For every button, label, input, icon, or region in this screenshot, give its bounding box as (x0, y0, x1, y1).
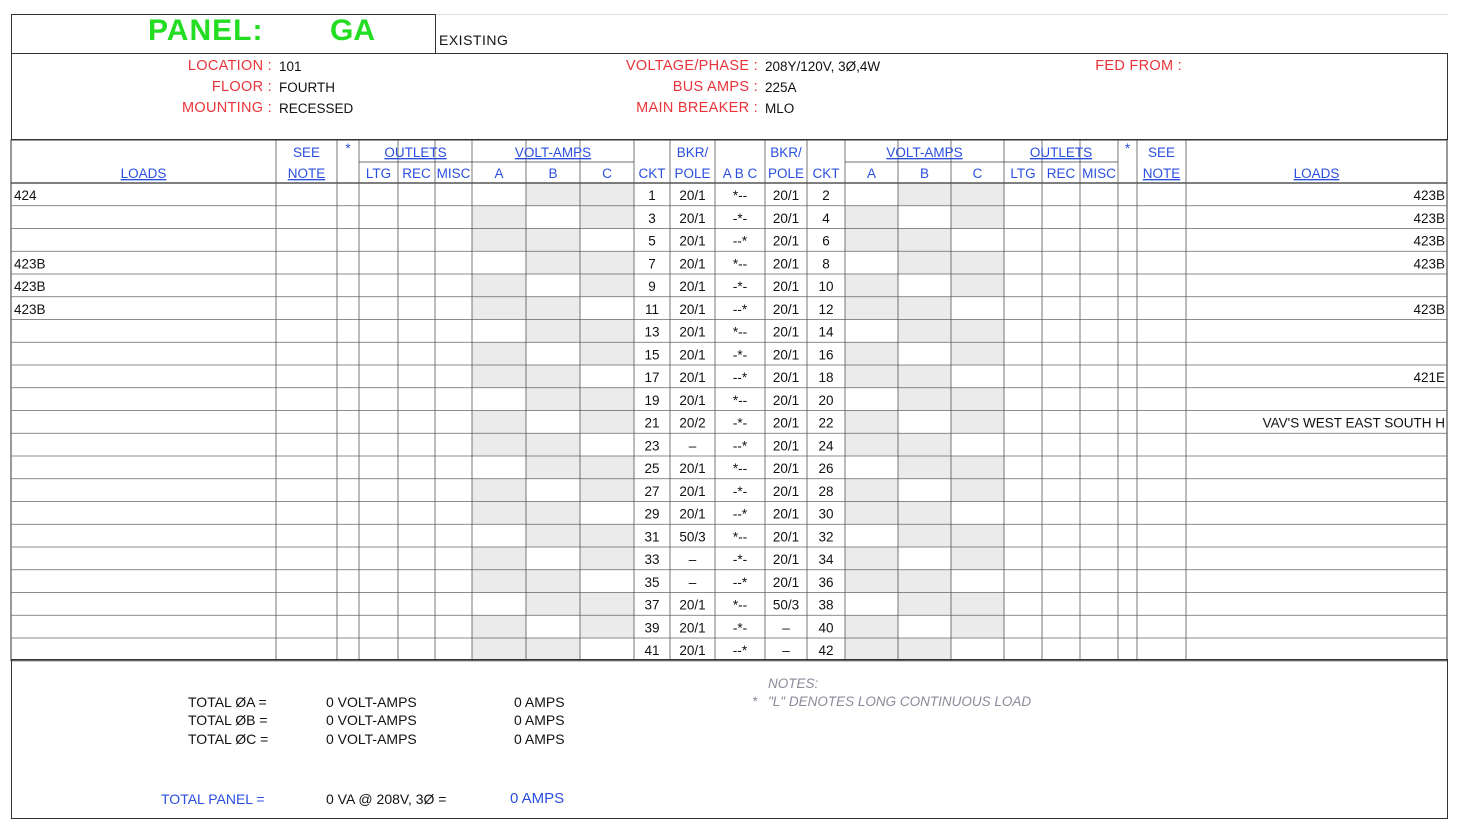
va-shade-cell-left (580, 342, 634, 365)
header-b-right: B (919, 166, 930, 181)
va-shade-cell-right (845, 615, 898, 638)
phase-indicator: --* (732, 574, 748, 590)
circuit-number-left: 11 (644, 301, 660, 317)
va-shade-cell-left (526, 570, 580, 593)
va-shade-cell-left (526, 456, 580, 479)
va-shade-cell-left (580, 593, 634, 616)
breaker-pole-left: 20/1 (679, 279, 706, 294)
va-shade-cell-left (472, 433, 526, 456)
va-shade-cell-left (580, 206, 634, 229)
breaker-pole-left: 20/1 (679, 256, 706, 272)
breaker-pole-right: – (782, 643, 790, 658)
va-shade-cell-right (845, 365, 898, 388)
breaker-pole-right: 20/1 (772, 529, 800, 545)
circuit-number-right: 12 (818, 301, 834, 317)
va-shade-cell-right (845, 570, 898, 593)
phase-indicator: *-- (732, 324, 748, 340)
va-shade-cell-left (472, 570, 526, 593)
phase-indicator: -*- (732, 483, 748, 499)
va-shade-cell-left (580, 411, 634, 434)
va-shade-cell-right (898, 456, 951, 479)
breaker-pole-left: – (688, 552, 697, 567)
circuit-number-left: 3 (648, 210, 656, 226)
notes-line-1: "L" DENOTES LONG CONTINUOUS LOAD (768, 694, 1032, 709)
table-frame (11, 140, 1447, 661)
phase-indicator: *-- (732, 529, 748, 545)
total-panel-amps: 0 AMPS (510, 790, 565, 807)
va-shade-cell-right (845, 297, 898, 320)
breaker-pole-left: 20/1 (679, 620, 706, 636)
load-right: 423B (1413, 188, 1445, 203)
va-shade-cell-right (951, 479, 1004, 502)
header-misc-right: MISC (1082, 166, 1116, 181)
fed-from-label: FED FROM : (1095, 58, 1182, 74)
main-breaker-label: MAIN BREAKER : (636, 100, 758, 116)
breaker-pole-left: 20/1 (679, 301, 706, 317)
va-shade-cell-right (951, 593, 1004, 616)
header-a-left: A (494, 166, 504, 181)
va-shade-cell-left (526, 524, 580, 547)
va-shade-cell-right (898, 251, 951, 274)
circuit-number-right: 14 (818, 324, 834, 340)
header-ckt-right: CKT (812, 166, 840, 181)
breaker-pole-right: 20/1 (772, 370, 800, 385)
breaker-pole-right: 20/1 (772, 324, 800, 340)
circuit-number-left: 33 (644, 552, 660, 567)
breaker-pole-left: – (688, 438, 697, 454)
va-shade-cell-left (580, 547, 634, 570)
va-shade-cell-right (845, 638, 898, 661)
va-shade-cell-left (472, 615, 526, 638)
circuit-number-right: 10 (818, 279, 834, 294)
circuit-number-left: 13 (644, 324, 660, 340)
header-see-right: SEE (1147, 145, 1176, 160)
phase-indicator: --* (732, 233, 748, 249)
va-shade-cell-left (526, 388, 580, 411)
va-shade-cell-left (526, 320, 580, 343)
va-shade-cell-left (472, 502, 526, 525)
load-right: 423B (1413, 210, 1445, 226)
total-phase-b-label: TOTAL ØB = (188, 712, 268, 728)
breaker-pole-left: 50/3 (679, 529, 706, 545)
load-left: 423B (14, 279, 46, 294)
va-shade-cell-right (898, 388, 951, 411)
header-a-right: A (866, 166, 877, 181)
va-shade-cell-right (845, 206, 898, 229)
panel-name: GA (330, 14, 375, 47)
breaker-pole-right: 20/1 (772, 392, 800, 408)
load-right: VAV'S WEST EAST SOUTH H (1262, 415, 1445, 431)
circuit-number-left: 7 (648, 256, 656, 272)
circuit-number-right: 30 (818, 506, 834, 522)
va-shade-cell-left (580, 479, 634, 502)
header-outlets-left: OUTLETS (384, 145, 447, 160)
breaker-pole-left: 20/1 (679, 643, 706, 658)
circuit-number-left: 5 (648, 233, 656, 249)
phase-indicator: --* (732, 643, 748, 658)
va-shade-cell-right (898, 297, 951, 320)
breaker-pole-right: 20/1 (772, 461, 800, 476)
va-shade-cell-right (845, 433, 898, 456)
header-see-left: SEE (292, 145, 321, 160)
header-star-right: * (1124, 141, 1131, 156)
circuit-number-left: 29 (644, 506, 660, 522)
va-shade-cell-right (898, 593, 951, 616)
breaker-pole-right: 20/1 (772, 301, 800, 317)
va-shade-cell-left (580, 524, 634, 547)
total-phase-a-amps: 0 AMPS (514, 694, 565, 710)
breaker-pole-right: 20/1 (772, 279, 800, 294)
va-shade-cell-right (898, 524, 951, 547)
va-shade-cell-right (845, 274, 898, 297)
va-shade-cell-left (526, 183, 580, 206)
phase-indicator: *-- (732, 597, 748, 613)
va-shade-cell-left (526, 638, 580, 661)
va-shade-cell-left (472, 547, 526, 570)
va-shade-cell-right (845, 479, 898, 502)
phase-indicator: *-- (732, 256, 748, 272)
breaker-pole-left: 20/1 (679, 347, 706, 363)
header-c-right: C (972, 166, 983, 181)
breaker-pole-left: 20/2 (679, 415, 706, 431)
header-bkr-left: BKR/ (676, 145, 709, 160)
va-shade-cell-right (951, 524, 1004, 547)
va-shade-cell-left (472, 411, 526, 434)
va-shade-cell-right (951, 411, 1004, 434)
breaker-pole-left: 20/1 (679, 370, 706, 385)
va-shade-cell-right (898, 502, 951, 525)
total-phase-c-label: TOTAL ØC = (188, 731, 269, 747)
circuit-number-left: 15 (644, 347, 660, 363)
circuit-number-left: 23 (644, 438, 660, 454)
header-misc-left: MISC (436, 166, 471, 181)
breaker-pole-right: 50/3 (772, 597, 800, 613)
phase-indicator: -*- (732, 347, 748, 363)
total-phase-c-va: 0 VOLT-AMPS (326, 731, 417, 747)
panel-status: EXISTING (439, 32, 509, 48)
total-phase-b-amps: 0 AMPS (514, 712, 565, 728)
circuit-number-left: 25 (644, 461, 660, 476)
breaker-pole-left: 20/1 (679, 210, 706, 226)
total-phase-a-va: 0 VOLT-AMPS (326, 694, 417, 710)
va-shade-cell-left (472, 365, 526, 388)
header-c-left: C (602, 166, 612, 181)
notes-star: * (752, 694, 758, 709)
breaker-pole-left: 20/1 (679, 324, 706, 340)
va-shade-cell-right (845, 547, 898, 570)
va-shade-cell-right (951, 388, 1004, 411)
va-shade-cell-right (951, 183, 1004, 206)
phase-indicator: -*- (732, 620, 748, 636)
circuit-number-right: 2 (822, 188, 830, 203)
load-right: 423B (1413, 301, 1445, 317)
circuit-number-right: 42 (818, 643, 834, 658)
va-shade-cell-right (951, 342, 1004, 365)
load-right: 423B (1413, 233, 1445, 249)
va-shade-cell-left (526, 433, 580, 456)
breaker-pole-left: – (688, 574, 697, 590)
circuit-number-right: 6 (822, 233, 830, 249)
va-shade-cell-right (898, 433, 951, 456)
va-shade-cell-left (526, 593, 580, 616)
bus-amps-label: BUS AMPS : (672, 79, 758, 95)
circuit-number-left: 41 (644, 643, 660, 658)
breaker-pole-left: 20/1 (679, 506, 706, 522)
va-shade-cell-left (580, 456, 634, 479)
header-pole-left: POLE (674, 166, 711, 181)
breaker-pole-right: 20/1 (772, 552, 800, 567)
breaker-pole-left: 20/1 (679, 461, 706, 476)
va-shade-cell-left (472, 342, 526, 365)
floor-label: FLOOR : (211, 79, 272, 95)
header-ltg-left: LTG (365, 166, 392, 181)
breaker-pole-right: 20/1 (772, 506, 800, 522)
circuit-number-right: 24 (818, 438, 834, 454)
phase-indicator: *-- (732, 188, 748, 203)
circuit-number-right: 18 (818, 370, 834, 385)
va-shade-cell-right (898, 320, 951, 343)
circuit-number-left: 9 (648, 279, 656, 294)
total-panel-va: 0 VA @ 208V, 3Ø = (326, 791, 447, 807)
breaker-pole-left: 20/1 (679, 597, 706, 613)
header-rec-left: REC (402, 166, 431, 181)
circuit-number-right: 36 (818, 574, 834, 590)
circuit-number-left: 17 (644, 370, 660, 385)
phase-indicator: *-- (732, 392, 748, 408)
notes-title: NOTES: (768, 676, 819, 691)
va-shade-cell-right (845, 342, 898, 365)
breaker-pole-left: 20/1 (679, 392, 706, 408)
header-ltg-right: LTG (1010, 166, 1036, 181)
circuit-number-left: 27 (644, 483, 660, 499)
phase-indicator: --* (732, 301, 748, 317)
va-shade-cell-right (845, 502, 898, 525)
circuit-number-right: 26 (818, 461, 834, 476)
phase-indicator: *-- (732, 461, 748, 476)
va-shade-cell-left (580, 274, 634, 297)
va-shade-cell-left (580, 251, 634, 274)
circuit-number-right: 34 (818, 552, 834, 567)
total-phase-b-va: 0 VOLT-AMPS (326, 712, 417, 728)
load-left: 423B (14, 301, 46, 317)
location-value: 101 (279, 59, 302, 74)
circuit-number-left: 39 (644, 620, 660, 636)
header-loads-right: LOADS (1293, 166, 1340, 181)
voltage-label: VOLTAGE/PHASE : (625, 58, 758, 74)
header-note-left: NOTE (287, 166, 326, 181)
breaker-pole-right: 20/1 (772, 574, 800, 590)
breaker-pole-right: 20/1 (772, 256, 800, 272)
load-right: 423B (1413, 256, 1445, 272)
va-shade-cell-left (472, 479, 526, 502)
va-shade-cell-right (951, 615, 1004, 638)
header-abc: A B C (722, 166, 758, 181)
phase-indicator: -*- (732, 210, 748, 226)
circuit-number-left: 19 (644, 392, 660, 408)
va-shade-cell-left (472, 638, 526, 661)
breaker-pole-left: 20/1 (679, 188, 706, 203)
header-ckt-left: CKT (638, 166, 666, 181)
breaker-pole-right: 20/1 (772, 347, 800, 363)
floor-value: FOURTH (279, 80, 335, 95)
bus-amps-value: 225A (765, 80, 797, 95)
header-star-left: * (345, 141, 351, 156)
breaker-pole-right: 20/1 (772, 233, 800, 249)
total-panel-label: TOTAL PANEL = (161, 791, 265, 807)
breaker-pole-left: 20/1 (679, 233, 706, 249)
circuit-number-left: 1 (648, 188, 656, 203)
breaker-pole-left: 20/1 (679, 483, 706, 499)
va-shade-cell-left (580, 183, 634, 206)
breaker-pole-right: – (782, 620, 790, 636)
total-phase-a-label: TOTAL ØA = (188, 694, 267, 710)
main-breaker-value: MLO (765, 101, 795, 116)
load-right: 421E (1413, 370, 1445, 385)
header-outlets-right: OUTLETS (1029, 145, 1093, 160)
va-shade-cell-left (580, 388, 634, 411)
header-bkr-right: BKR/ (770, 145, 802, 160)
va-shade-cell-left (526, 251, 580, 274)
phase-indicator: -*- (732, 552, 748, 567)
panel-label: PANEL: (148, 14, 264, 47)
circuit-number-right: 16 (818, 347, 834, 363)
va-shade-cell-left (472, 297, 526, 320)
va-shade-cell-right (951, 251, 1004, 274)
va-shade-cell-right (951, 320, 1004, 343)
va-shade-cell-right (951, 274, 1004, 297)
va-shade-cell-right (845, 411, 898, 434)
phase-indicator: -*- (732, 415, 748, 431)
va-shade-cell-right (898, 570, 951, 593)
va-shade-cell-right (898, 365, 951, 388)
mounting-value: RECESSED (279, 101, 354, 116)
circuit-number-left: 31 (644, 529, 660, 545)
va-shade-cell-left (472, 229, 526, 252)
breaker-pole-right: 20/1 (772, 210, 800, 226)
phase-indicator: --* (732, 438, 748, 454)
voltage-value: 208Y/120V, 3Ø,4W (765, 59, 881, 74)
va-shade-cell-right (845, 229, 898, 252)
load-left: 424 (14, 188, 37, 203)
va-shade-cell-right (898, 183, 951, 206)
circuit-number-left: 21 (644, 415, 660, 431)
va-shade-cell-left (526, 297, 580, 320)
va-shade-cell-left (580, 615, 634, 638)
header-volt-amps-right: VOLT-AMPS (886, 145, 963, 160)
va-shade-cell-right (951, 456, 1004, 479)
header-pole-right: POLE (767, 166, 805, 181)
phase-indicator: -*- (732, 279, 748, 294)
circuit-number-right: 28 (818, 483, 834, 499)
location-label: LOCATION : (187, 58, 272, 74)
breaker-pole-right: 20/1 (772, 438, 800, 454)
va-shade-cell-left (526, 229, 580, 252)
total-phase-c-amps: 0 AMPS (514, 731, 565, 747)
va-shade-cell-left (526, 502, 580, 525)
breaker-pole-right: 20/1 (772, 483, 800, 499)
header-b-left: B (548, 166, 558, 181)
circuit-number-right: 22 (818, 415, 834, 431)
circuit-number-right: 8 (822, 256, 830, 272)
va-shade-cell-left (472, 206, 526, 229)
circuit-number-left: 35 (644, 574, 660, 590)
va-shade-cell-left (526, 365, 580, 388)
va-shade-cell-left (472, 274, 526, 297)
circuit-number-right: 32 (818, 529, 834, 545)
header-volt-amps-left: VOLT-AMPS (514, 145, 592, 160)
circuit-number-right: 40 (818, 620, 834, 636)
va-shade-cell-right (951, 206, 1004, 229)
va-shade-cell-left (580, 320, 634, 343)
va-shade-cell-right (951, 547, 1004, 570)
circuit-number-right: 4 (822, 210, 830, 226)
circuit-number-right: 20 (818, 392, 834, 408)
va-shade-cell-right (898, 229, 951, 252)
mounting-label: MOUNTING : (182, 100, 272, 116)
header-rec-right: REC (1046, 166, 1076, 181)
va-shade-cell-right (898, 638, 951, 661)
breaker-pole-right: 20/1 (772, 415, 800, 431)
circuit-number-left: 37 (644, 597, 660, 613)
phase-indicator: --* (732, 506, 748, 522)
phase-indicator: --* (732, 370, 748, 385)
load-left: 423B (14, 256, 46, 272)
header-loads-left: LOADS (120, 166, 167, 181)
breaker-pole-right: 20/1 (772, 188, 800, 203)
circuit-number-right: 38 (818, 597, 834, 613)
header-note-right: NOTE (1142, 166, 1181, 181)
